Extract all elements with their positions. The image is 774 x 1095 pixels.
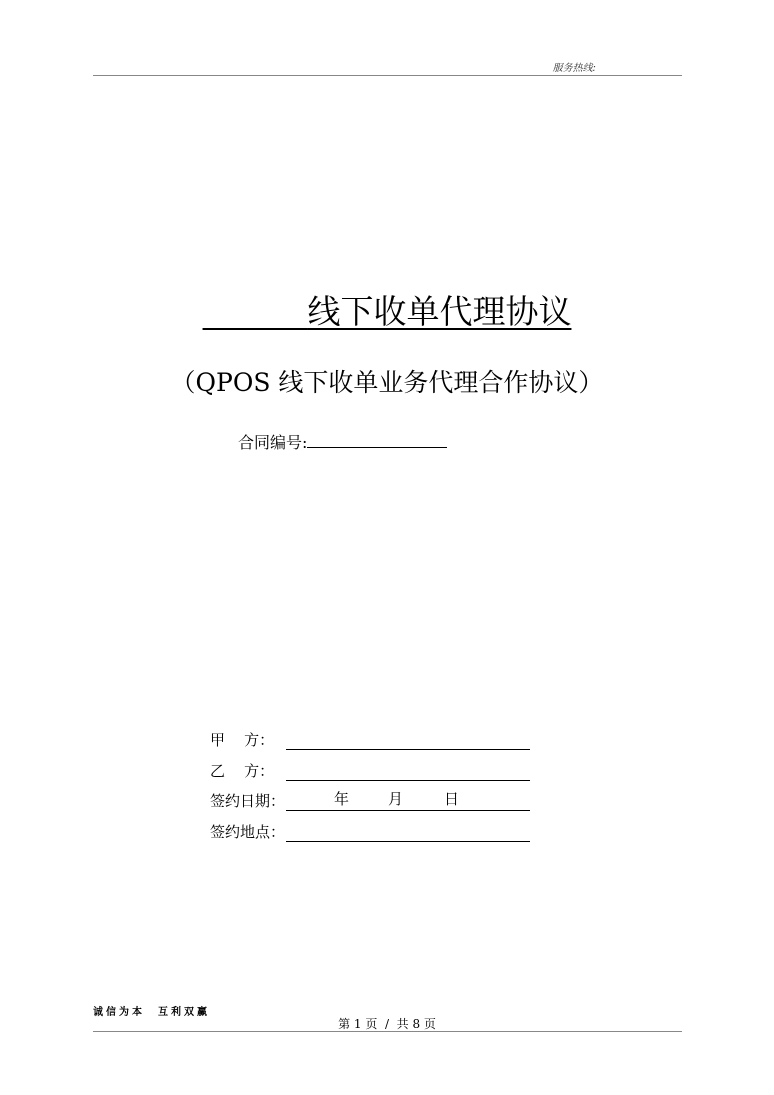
document-title [203, 286, 572, 333]
sign-date-day: 日 [444, 790, 460, 808]
party-b-row [210, 759, 530, 781]
footer-rule [93, 1031, 682, 1032]
sign-date-blank [286, 792, 530, 811]
contract-number-label: 合同编号: [238, 433, 308, 452]
party-b-blank [286, 762, 530, 781]
party-a-row [210, 728, 530, 750]
sign-date-label: 签约日期： [210, 792, 286, 810]
footer-slogan: 诚信为本 互利双赢 [93, 1007, 210, 1018]
sign-date-month: 月 [388, 790, 404, 808]
title-blank [203, 292, 308, 331]
party-b-label: 乙 方： [210, 762, 275, 780]
title-text: 线下收单代理协议 [307, 292, 572, 331]
party-a-label: 甲 方： [210, 731, 275, 749]
sign-place-label: 签约地点： [210, 823, 286, 841]
party-a-blank [286, 731, 530, 750]
sign-place-row [210, 820, 530, 842]
title-wrap [0, 286, 774, 333]
sign-place-blank [286, 823, 530, 842]
page-number: 第 1 页 / 共 8 页 [338, 1017, 436, 1031]
document-subtitle: （QPOS 线下收单业务代理合作协议） [170, 368, 604, 397]
service-hotline-text: 服务热线: [552, 63, 596, 74]
contract-number [238, 430, 447, 453]
sign-date-year: 年 [334, 790, 350, 808]
contract-number-blank [307, 430, 447, 448]
header-rule [93, 75, 682, 76]
sign-date-row [210, 789, 530, 811]
